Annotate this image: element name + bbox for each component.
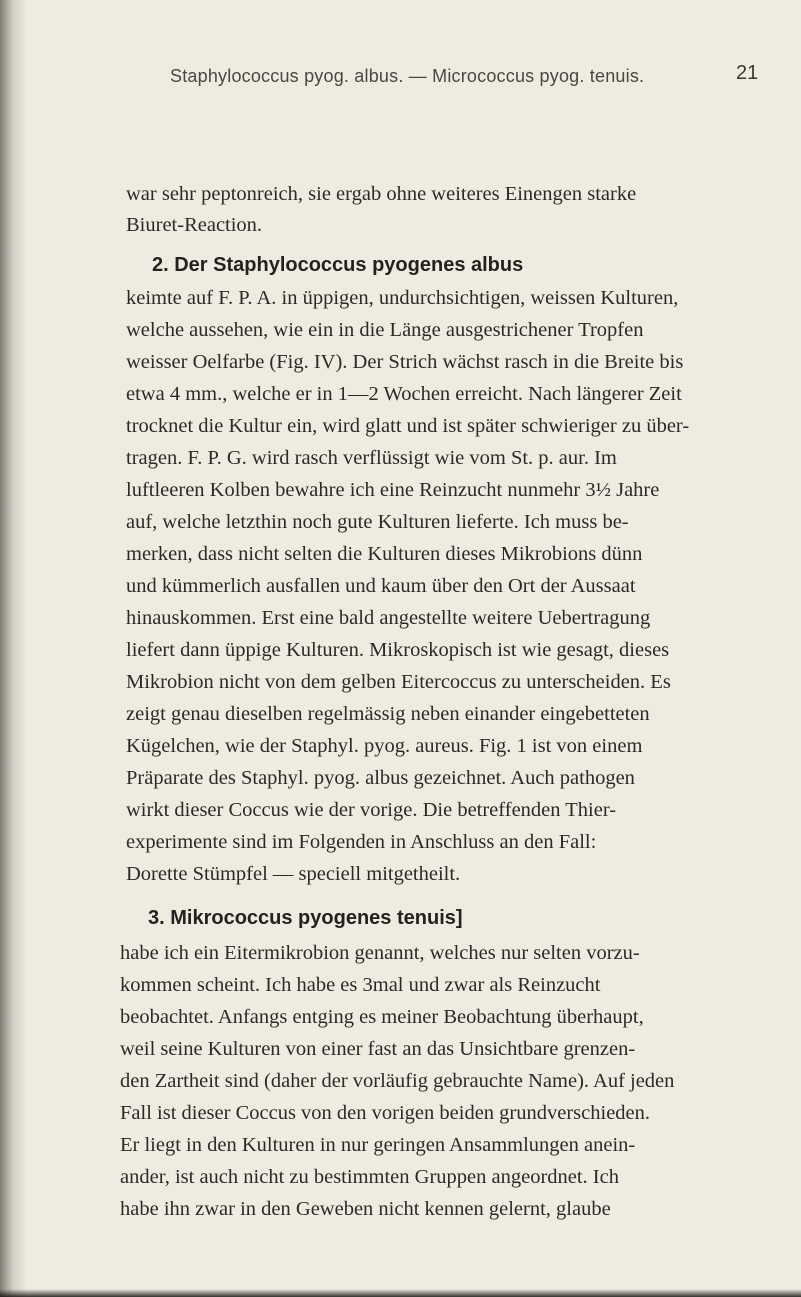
text-line: kommen scheint. Ich habe es 3mal und zwar als Reinzucht	[120, 974, 601, 996]
text-line: beobachtet. Anfangs entging es meiner Beobachtung überhaupt,	[120, 1006, 644, 1028]
text-line: etwa 4 mm., welche er in 1—2 Wochen erreicht. Nach längerer Zeit	[126, 383, 682, 405]
text-line: wirkt dieser Coccus wie der vorige. Die betreffenden Thier-	[126, 799, 617, 821]
text-line: Kügelchen, wie der Staphyl. pyog. aureus. Fig. 1 ist von einem	[126, 735, 643, 757]
text-line: tragen. F. P. G. wird rasch verflüssigt wie vom St. p. aur. Im	[126, 447, 617, 469]
page-number: 21	[736, 62, 759, 84]
book-gutter-shadow	[0, 0, 26, 1297]
running-head: Staphylococcus pyog. albus. — Micrococcus pyog. tenuis.	[170, 66, 645, 86]
text-line: Präparate des Staphyl. pyog. albus gezeichnet. Auch pathogen	[126, 767, 635, 789]
text-line: welche aussehen, wie ein in die Länge ausgestrichener Tropfen	[126, 319, 644, 341]
text-line: Biuret-Reaction.	[126, 214, 263, 236]
text-line: ander, ist auch nicht zu bestimmten Gruppen angeordnet. Ich	[120, 1166, 619, 1188]
section-heading: 2. Der Staphylococcus pyogenes albus	[152, 254, 524, 276]
text-line: liefert dann üppige Kulturen. Mikroskopisch ist wie gesagt, dieses	[126, 639, 670, 661]
text-line: hinauskommen. Erst eine bald angestellte weitere Uebertragung	[126, 607, 651, 629]
text-line: merken, dass nicht selten die Kulturen dieses Mikrobions dünn	[126, 543, 643, 565]
text-line: Fall ist dieser Coccus von den vorigen beiden grundverschieden.	[120, 1102, 651, 1124]
text-line: experimente sind im Folgenden in Anschluss an den Fall:	[126, 831, 597, 853]
section-heading: 3. Mikrococcus pyogenes tenuis]	[148, 907, 463, 929]
text-line: Mikrobion nicht von dem gelben Eitercoccus zu unterscheiden. Es	[126, 671, 671, 693]
text-line: Dorette Stümpfel — speciell mitgetheilt.	[126, 863, 461, 885]
text-line: war sehr peptonreich, sie ergab ohne weiteres Einengen starke	[126, 183, 637, 205]
text-line: und kümmerlich ausfallen und kaum über den Ort der Aussaat	[126, 575, 636, 597]
text-line: auf, welche letzthin noch gute Kulturen lieferte. Ich muss be-	[126, 511, 629, 533]
text-line: Er liegt in den Kulturen in nur geringen Ansammlungen anein-	[120, 1134, 636, 1156]
text-line: trocknet die Kultur ein, wird glatt und ist später schwieriger zu über-	[126, 415, 690, 437]
text-line: weisser Oelfarbe (Fig. IV). Der Strich wächst rasch in die Breite bis	[126, 351, 684, 373]
text-line: weil seine Kulturen von einer fast an das Unsichtbare grenzen-	[120, 1038, 636, 1060]
text-line: zeigt genau dieselben regelmässig neben einander eingebetteten	[126, 703, 650, 725]
page-edge-shadow	[0, 1289, 801, 1297]
text-line: habe ihn zwar in den Geweben nicht kennen gelernt, glaube	[120, 1198, 611, 1220]
text-line: luftleeren Kolben bewahre ich eine Reinzucht nunmehr 3½ Jahre	[126, 479, 660, 501]
text-line: keimte auf F. P. A. in üppigen, undurchsichtigen, weissen Kulturen,	[126, 287, 679, 309]
text-line: habe ich ein Eitermikrobion genannt, welches nur selten vorzu-	[120, 942, 640, 964]
text-line: den Zartheit sind (daher der vorläufig gebrauchte Name). Auf jeden	[120, 1070, 675, 1092]
